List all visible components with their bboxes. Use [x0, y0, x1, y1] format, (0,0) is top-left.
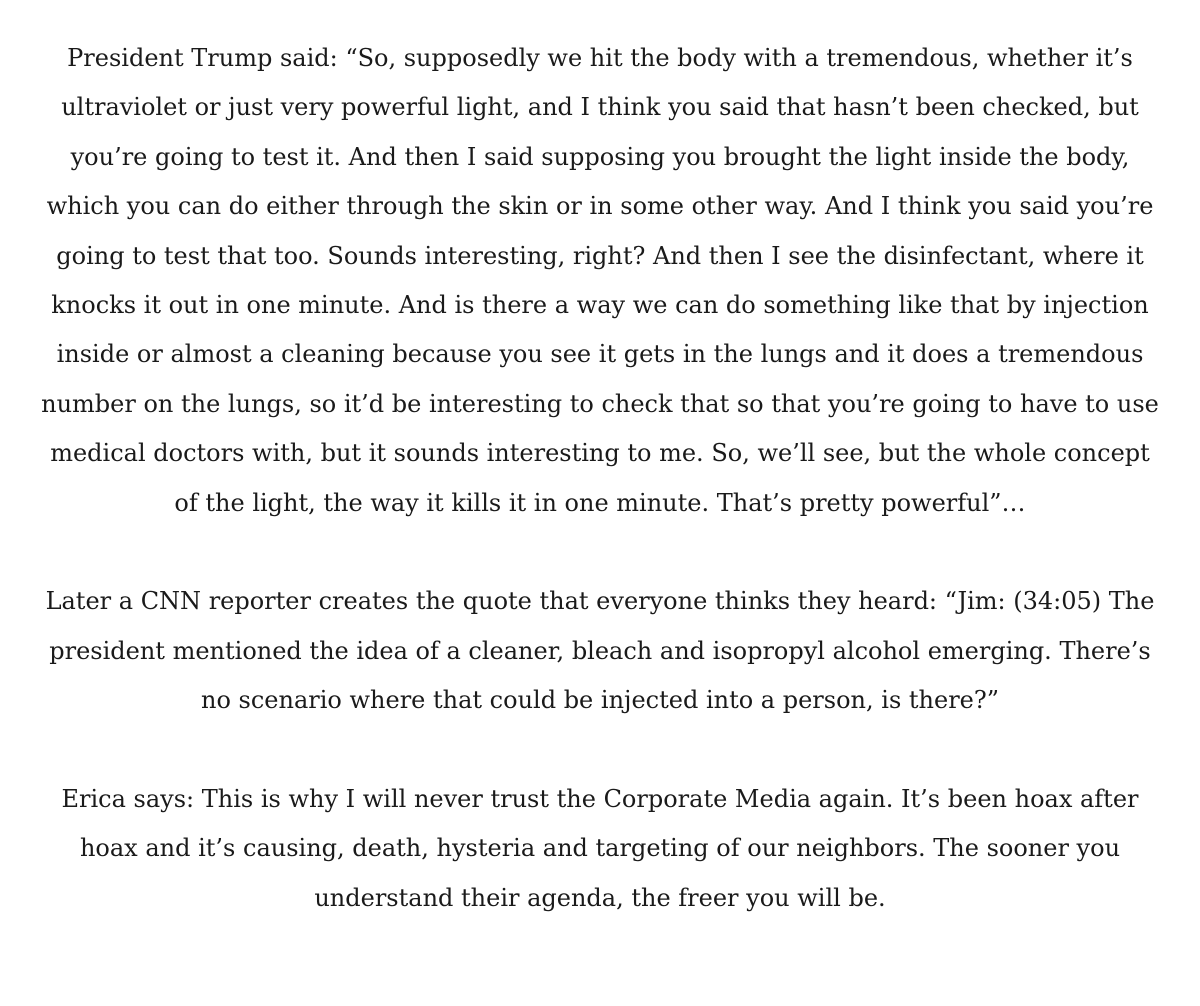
trump-quote-paragraph: President Trump said: “So, supposedly we hit the body with a tremendous, whether it’s ultraviolet or just very powerful light, and I think you said that hasn’t been checked, but you’re going to test it. And then I said supposing you brought the light inside the body, which you can do either through the skin or in some other way. And I think you said you’re going to test that too. Sounds interesting, right? And then I see the disinfectant, where it knocks it out in one minute. And is there a way we can do something like that by injection inside or almost a cleaning because you see it gets in the lungs and it does a tremendous number on the lungs, so it’d be interesting to check that so that you’re going to have to use medical doctors with, but it sounds interesting to me. So, we’ll see, but the whole concept of the light, the way it kills it in one minute. That’s pretty powerful”…	[41, 44, 1159, 517]
cnn-reporter-paragraph: Later a CNN reporter creates the quote that everyone thinks they heard: “Jim: (34:05) The president mentioned the idea of a cleaner, bleach and isopropyl alcohol emerging. There’s no scenario where that could be injected into a person, is there?”	[45, 587, 1155, 715]
erica-comment-paragraph: Erica says: This is why I will never trust the Corporate Media again. It’s been hoax after hoax and it’s causing, death, hysteria and targeting of our neighbors. The sooner you understand their agenda, the freer you will be.	[61, 785, 1139, 912]
